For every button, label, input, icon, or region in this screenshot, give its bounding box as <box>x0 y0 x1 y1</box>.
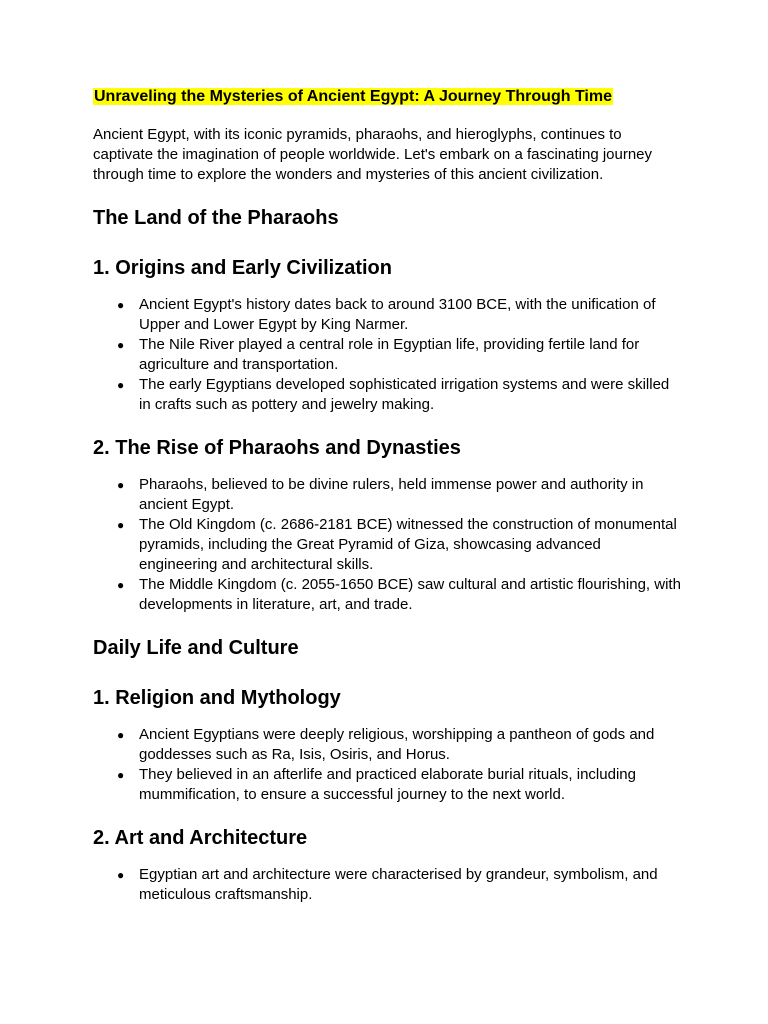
bullet-icon: ● <box>117 728 125 742</box>
list-item-text: Ancient Egyptians were deeply religious, worshipping a pantheon of gods and goddesses such as Ra, Isis, Osiris, and Horus. <box>139 726 655 763</box>
bullet-icon: ● <box>117 518 125 532</box>
document-page <box>93 86 683 925</box>
intro-paragraph: Ancient Egypt, with its iconic pyramids, pharaohs, and hieroglyphs, continues to captivate the imagination of people worldwide. Let's embark on a fascinating journey through time to explore the wonders and mysteries of this ancient civilization. <box>93 126 653 183</box>
section-heading-daily-life: Daily Life and Culture <box>93 637 299 659</box>
list-item <box>93 475 683 515</box>
bullet-list-rise-of-pharaohs <box>93 475 683 615</box>
subheading-art-architecture: 2. Art and Architecture <box>93 827 308 849</box>
list-item <box>93 865 683 905</box>
list-item <box>93 375 683 415</box>
bullet-icon: ● <box>117 868 125 882</box>
bullet-icon: ● <box>117 298 125 312</box>
bullet-icon: ● <box>117 338 125 352</box>
list-item <box>93 515 683 575</box>
list-item <box>93 335 683 375</box>
title-wrap <box>93 86 683 108</box>
bullet-icon: ● <box>117 578 125 592</box>
list-item-text: Egyptian art and architecture were characterised by grandeur, symbolism, and meticulous craftsmanship. <box>139 866 658 903</box>
list-item-text: The Old Kingdom (c. 2686-2181 BCE) witnessed the construction of monumental pyramids, including the Great Pyramid of Giza, showcasing advanced engineering and architectural skills. <box>139 516 677 573</box>
subheading-religion: 1. Religion and Mythology <box>93 687 341 709</box>
bullet-list-art-architecture <box>93 865 683 905</box>
list-item <box>93 725 683 765</box>
list-item <box>93 765 683 805</box>
list-item-text: The Nile River played a central role in Egyptian life, providing fertile land for agriculture and transportation. <box>139 336 640 373</box>
bullet-icon: ● <box>117 378 125 392</box>
subheading-rise-of-pharaohs: 2. The Rise of Pharaohs and Dynasties <box>93 437 461 459</box>
bullet-icon: ● <box>117 478 125 492</box>
document-title: Unraveling the Mysteries of Ancient Egypt: A Journey Through Time <box>94 88 612 105</box>
list-item-text: Ancient Egypt's history dates back to around 3100 BCE, with the unification of Upper and Lower Egypt by King Narmer. <box>139 296 656 333</box>
subheading-origins: 1. Origins and Early Civilization <box>93 257 392 279</box>
list-item <box>93 575 683 615</box>
list-item-text: They believed in an afterlife and practiced elaborate burial rituals, including mummification, to ensure a successful journey to the next world. <box>139 766 636 803</box>
section-heading-land-of-pharaohs: The Land of the Pharaohs <box>93 207 339 229</box>
list-item-text: The early Egyptians developed sophisticated irrigation systems and were skilled in crafts such as pottery and jewelry making. <box>139 376 670 413</box>
bullet-list-origins <box>93 295 683 415</box>
list-item <box>93 295 683 335</box>
list-item-text: Pharaohs, believed to be divine rulers, held immense power and authority in ancient Egypt. <box>139 476 644 513</box>
list-item-text: The Middle Kingdom (c. 2055-1650 BCE) saw cultural and artistic flourishing, with developments in literature, art, and trade. <box>139 576 681 613</box>
bullet-list-religion <box>93 725 683 805</box>
bullet-icon: ● <box>117 768 125 782</box>
